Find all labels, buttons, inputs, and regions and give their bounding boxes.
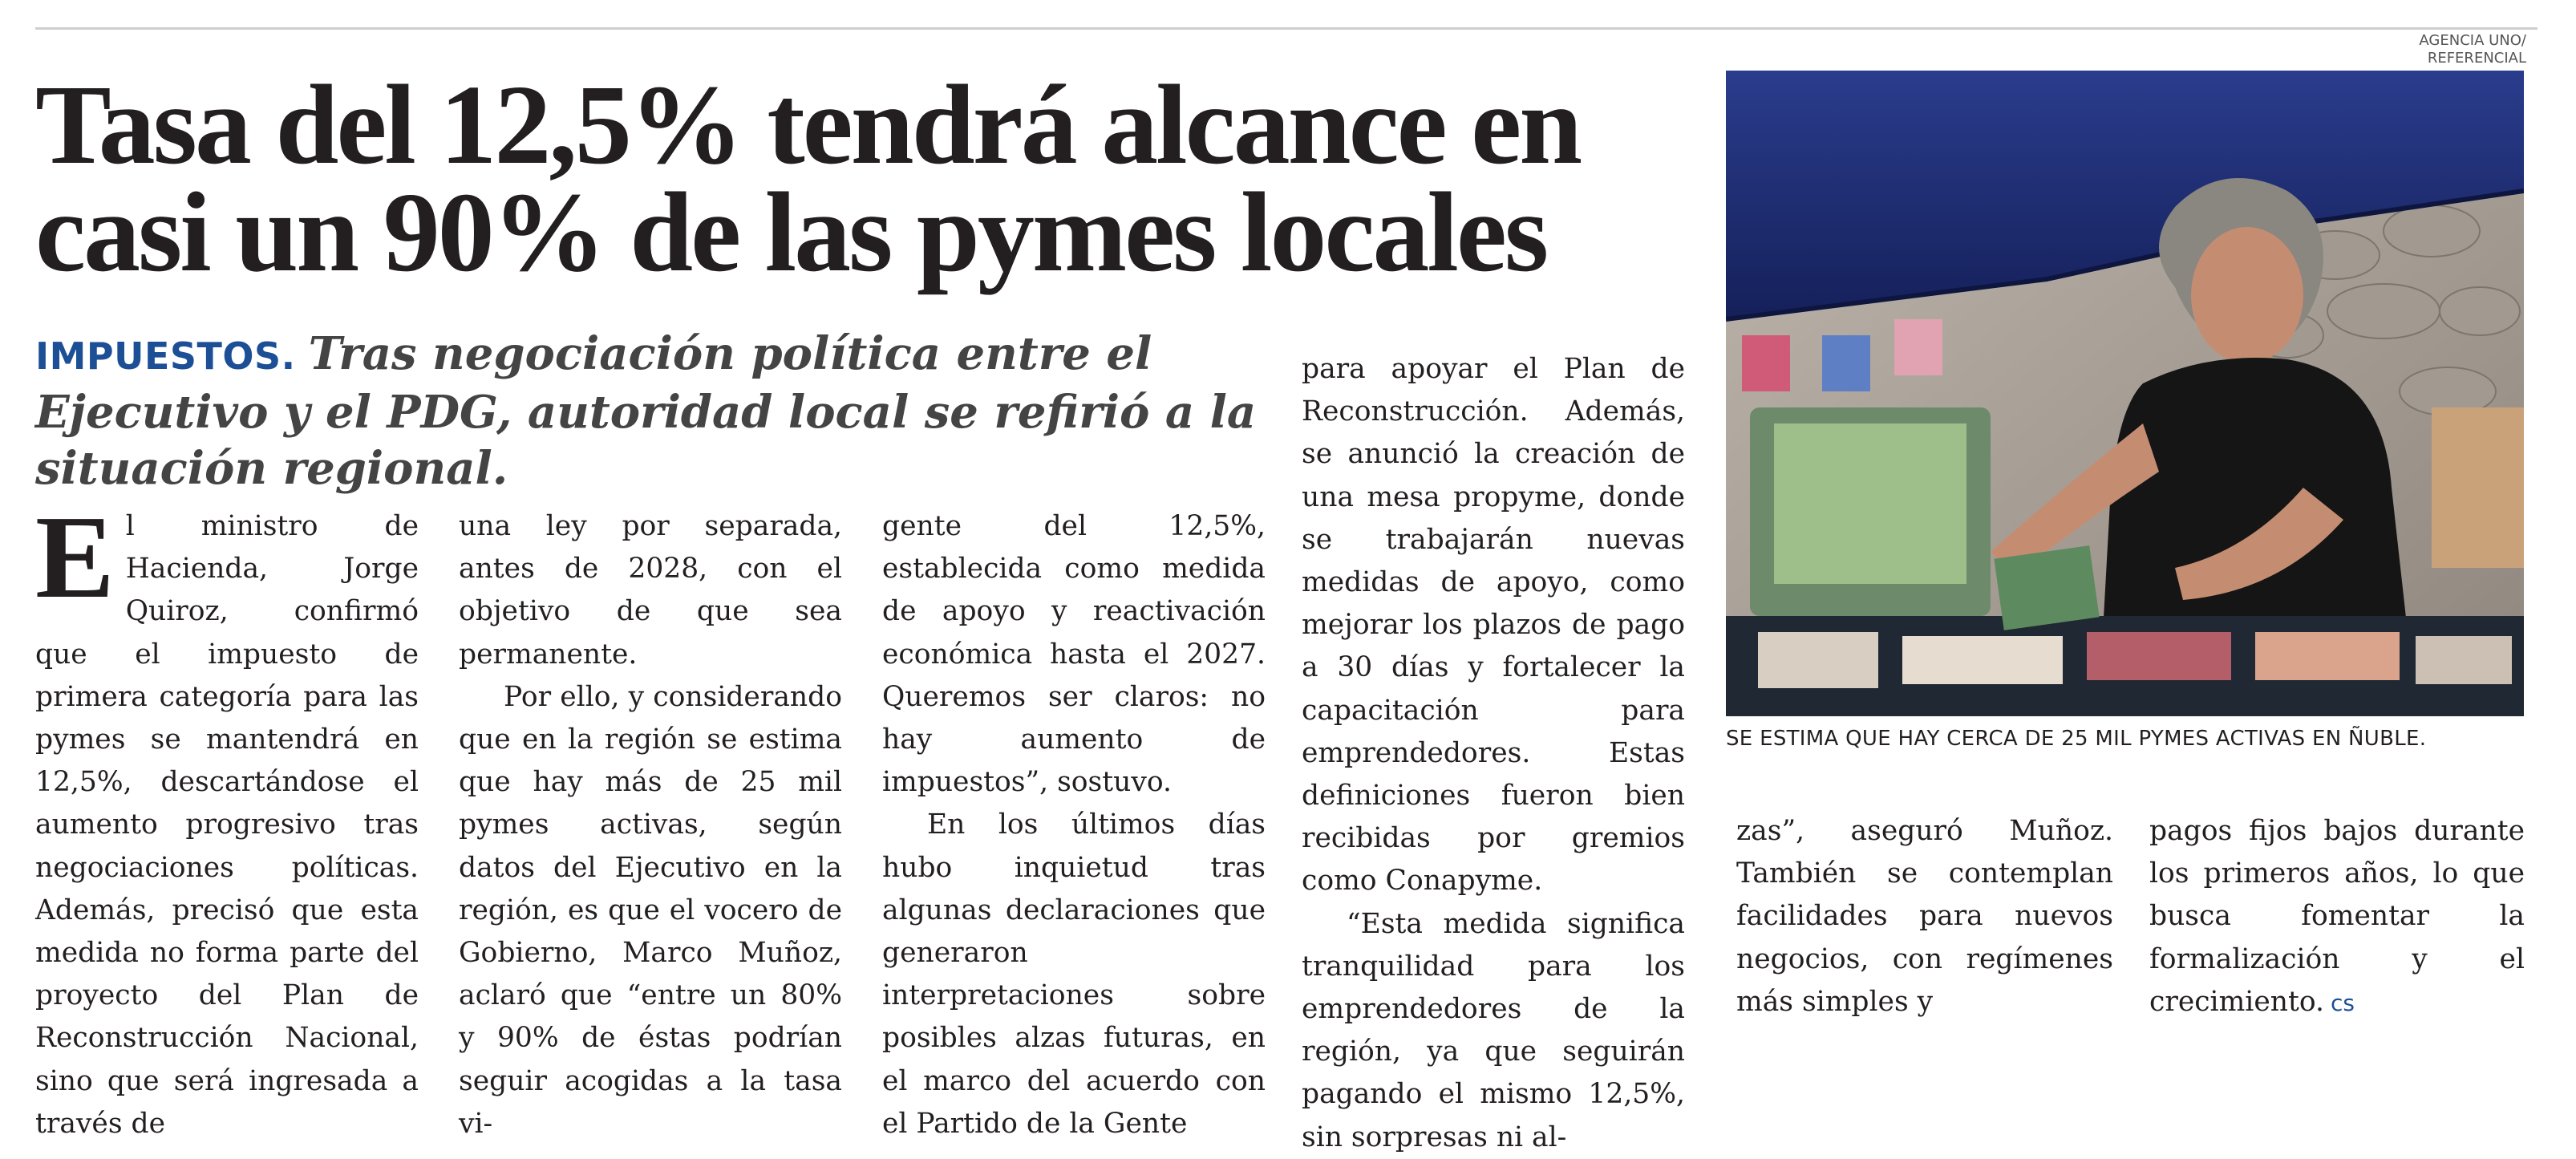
body-paragraph <box>2149 810 2525 1024</box>
body-paragraph: En los últimos días hubo inquietud tras algunas declaraciones que generaron interpretaciones sobre posibles alzas futuras, en el marco del acuerdo con el Partido de la Gente <box>882 808 1266 1140</box>
section-kicker: IMPUESTOS. <box>35 334 296 378</box>
paragraph-text: pagos fijos bajos durante los primeros años, lo que busca fomentar la formalización y el crecimiento. <box>2149 815 2525 1018</box>
body-column-6 <box>2149 810 2525 1024</box>
body-paragraph: una ley por separada, antes de 2028, con el objetivo de que sea permanente. <box>459 510 842 671</box>
body-column-2 <box>459 505 842 1145</box>
body-column-1 <box>35 492 419 1145</box>
body-paragraph <box>35 492 419 1145</box>
photo-credit: AGENCIA UNO/ REFERENCIAL <box>2419 32 2526 67</box>
body-paragraph: para apoyar el Plan de Reconstrucción. Además, se anunció la creación de una mesa propyme, donde se trabajarán nuevas medidas de apoyo, como mejorar los plazos de pago a 30 días y fortalecer la capacitación para emprendedores. Estas definiciones fueron bien recibidas por gremios como Conapyme. <box>1302 353 1685 898</box>
headline: Tasa del 12,5% tendrá alcance en casi un 90% de las pymes locales <box>35 61 1581 295</box>
body-paragraph: gente del 12,5%, establecida como medida de apoyo y reactivación económica hasta el 2027. Queremos ser claros: no hay aumento de impuestos”, sostuvo. <box>882 510 1266 799</box>
body-column-4 <box>1302 348 1685 1159</box>
article-photo <box>1726 71 2524 716</box>
top-rule <box>35 27 2538 30</box>
paragraph-text: l ministro de Hacienda, Jorge Quiroz, confirmó que el impuesto de primera categoría para las pymes se mantendrá en 12,5%, descartándose el aumento progresivo tras negociaciones políticas. Además, precisó que esta medida no forma parte del proyecto del Plan de Reconstrucción Nacional, sino que será ingresada a través de <box>35 510 419 1140</box>
body-paragraph: zas”, aseguró Muñoz. También se contemplan facilidades para nuevos negocios, con regímenes más simples y <box>1736 815 2113 1018</box>
body-column-5 <box>1736 810 2113 1023</box>
body-column-3 <box>882 505 1266 1145</box>
photo-illustration <box>1726 71 2524 716</box>
dek-text: Tras negociación política entre el Ejecutivo y el PDG, autoridad local se refirió a la situación regional. <box>35 327 1257 495</box>
body-paragraph: “Esta medida significa tranquilidad para los emprendedores de la región, ya que seguirán pagando el mismo 12,5%, sin sorpresas ni al- <box>1302 907 1685 1153</box>
body-paragraph: Por ello, y considerando que en la región se estima que hay más de 25 mil pymes activas, según datos del Ejecutivo en la región, es que el vocero de Gobierno, Marco Muñoz, aclaró que “entre un 80% y 90% de éstas podrían seguir acogidas a la tasa vi- <box>459 680 842 1140</box>
dek <box>35 326 1270 496</box>
photo-caption: SE ESTIMA QUE HAY CERCA DE 25 MIL PYMES ACTIVAS EN ÑUBLE. <box>1726 727 2427 751</box>
drop-cap: E <box>35 492 115 623</box>
end-mark-icon: cs <box>2330 989 2355 1016</box>
